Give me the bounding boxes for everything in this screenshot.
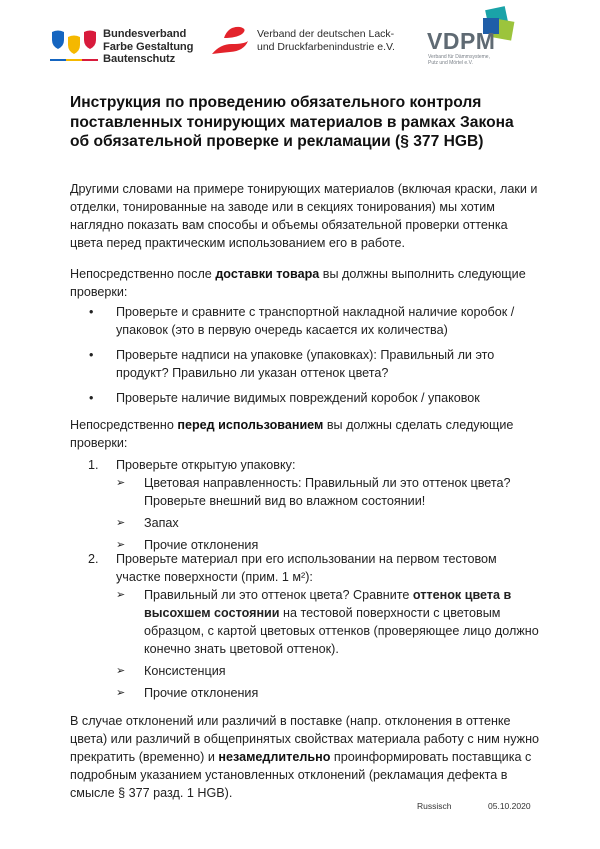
- delivery-pre: Непосредственно после: [70, 267, 216, 281]
- sub-item: [116, 684, 540, 702]
- delivery-checklist: [70, 303, 540, 414]
- sub-item-text: Прочие отклонения: [144, 538, 259, 552]
- bullet-icon: •: [89, 305, 94, 319]
- conclusion-post: проинформировать поставщика с подробным указанием установленных отклонений (рекламация дефекта в смысле § 377 разд. 1 HGB).: [70, 750, 532, 800]
- sub-item-text: Прочие отклонения: [144, 686, 259, 700]
- logo-bundesverband: [50, 25, 200, 65]
- arrow-bullet-icon: ➢: [116, 477, 126, 489]
- delivery-post: вы должны выполнить следующие проверки:: [70, 267, 526, 299]
- logo-bfs-line: Farbe Gestaltung: [103, 40, 194, 53]
- step-2-subitems: [116, 586, 540, 702]
- step-2: [70, 550, 540, 706]
- delivery-bold: доставки товара: [215, 267, 320, 281]
- logo-bfs-line: Bundesverband: [103, 28, 187, 40]
- logo-vdl: [210, 24, 400, 60]
- before-use-post: вы должны сделать следующие проверки:: [70, 418, 514, 450]
- conclusion-paragraph: [70, 712, 540, 802]
- sub-item: [116, 662, 540, 680]
- before-use-bold: перед использованием: [177, 418, 324, 432]
- step-1-subitems: [116, 474, 540, 554]
- bullet-icon: •: [89, 391, 94, 405]
- sub-item: [116, 474, 540, 510]
- list-item: [70, 303, 540, 339]
- document-title: Инструкция по проведению обязательного контроля поставленных тонирующих материалов в рамках Закона об обязательной проверке и рекламации (§ 377 HGB): [70, 94, 514, 150]
- step-text: Проверьте материал при его использовании на первом тестовом участке поверхности (прим. 1 м²):: [116, 552, 497, 584]
- logo-bfs-line: Bautenschutz: [103, 53, 176, 65]
- delivery-heading: [70, 265, 540, 301]
- arrow-bullet-icon: ➢: [116, 517, 126, 529]
- logo-vdpm-word: VDPM: [427, 28, 496, 54]
- conclusion-pre: В случае отклонений или различий в поставке (напр. отклонения в оттенке цвета) или различий в общепринятых свойствах материала работу с ним нужно прекратить (временно) и: [70, 714, 540, 764]
- conclusion-bold: незамедлительно: [218, 750, 331, 764]
- step-1: [70, 456, 540, 558]
- bullet-icon: •: [89, 348, 94, 362]
- logo-vdl-line: Verband der deutschen Lack-: [257, 28, 395, 40]
- step-text: Проверьте открытую упаковку:: [116, 458, 296, 472]
- sub-item-text: Цветовая направленность: Правильный ли это оттенок цвета? Проверьте внешний вид во влажном состоянии!: [144, 476, 511, 508]
- arrow-bullet-icon: ➢: [116, 665, 126, 677]
- before-use-heading: [70, 416, 540, 452]
- sub-item: [116, 514, 540, 532]
- sub-item-bold: оттенок цвета в высохшем состоянии: [144, 588, 512, 620]
- sub-item-text: Консистенция: [144, 664, 226, 678]
- intro-paragraph: Другими словами на примере тонирующих материалов (включая краски, лаки и отделки, тонированные на заводе или в секциях тонирования) мы хотим наглядно показать вам способы и объемы обязательной проверки оттенка цвета перед практическим использованием его в работе.: [70, 182, 538, 250]
- footer-language: Russisch: [417, 801, 452, 811]
- list-item: [70, 389, 540, 407]
- shields-icon: [50, 29, 98, 63]
- sub-item-text: Запах: [144, 516, 179, 530]
- before-use-pre: Непосредственно: [70, 418, 178, 432]
- list-item-text: Проверьте надписи на упаковке (упаковках): Правильный ли это продукт? Правильно ли указан оттенок цвета?: [116, 348, 495, 380]
- arrow-bullet-icon: ➢: [116, 687, 126, 699]
- sub-item-pre: Правильный ли это оттенок цвета? Сравните: [144, 588, 413, 602]
- step-number: 1.: [88, 458, 99, 472]
- logo-vdpm: [425, 6, 535, 70]
- list-item: [70, 346, 540, 382]
- sub-item: [116, 586, 540, 658]
- sub-item-post: на тестовой поверхности с цветовым образцом, с картой цветовых оттенков (проверяющее лицо должно конечно знать цветовой оттенок).: [144, 606, 539, 656]
- logo-vdpm-sub: Verband für Dämmsysteme,: [428, 54, 490, 60]
- logo-vdl-line: und Druckfarbenindustrie e.V.: [257, 41, 395, 53]
- arrow-bullet-icon: ➢: [116, 539, 126, 551]
- arrow-bullet-icon: ➢: [116, 589, 126, 601]
- list-item-text: Проверьте наличие видимых повреждений коробок / упаковок: [116, 391, 480, 405]
- swoosh-icon: [210, 24, 250, 58]
- logo-vdpm-sub: Putz und Mörtel e.V.: [428, 60, 473, 66]
- list-item-text: Проверьте и сравните с транспортной накладной наличие коробок / упаковок (это в первую очередь касается их количества): [116, 305, 515, 337]
- step-number: 2.: [88, 552, 99, 566]
- footer-date: 05.10.2020: [488, 801, 531, 811]
